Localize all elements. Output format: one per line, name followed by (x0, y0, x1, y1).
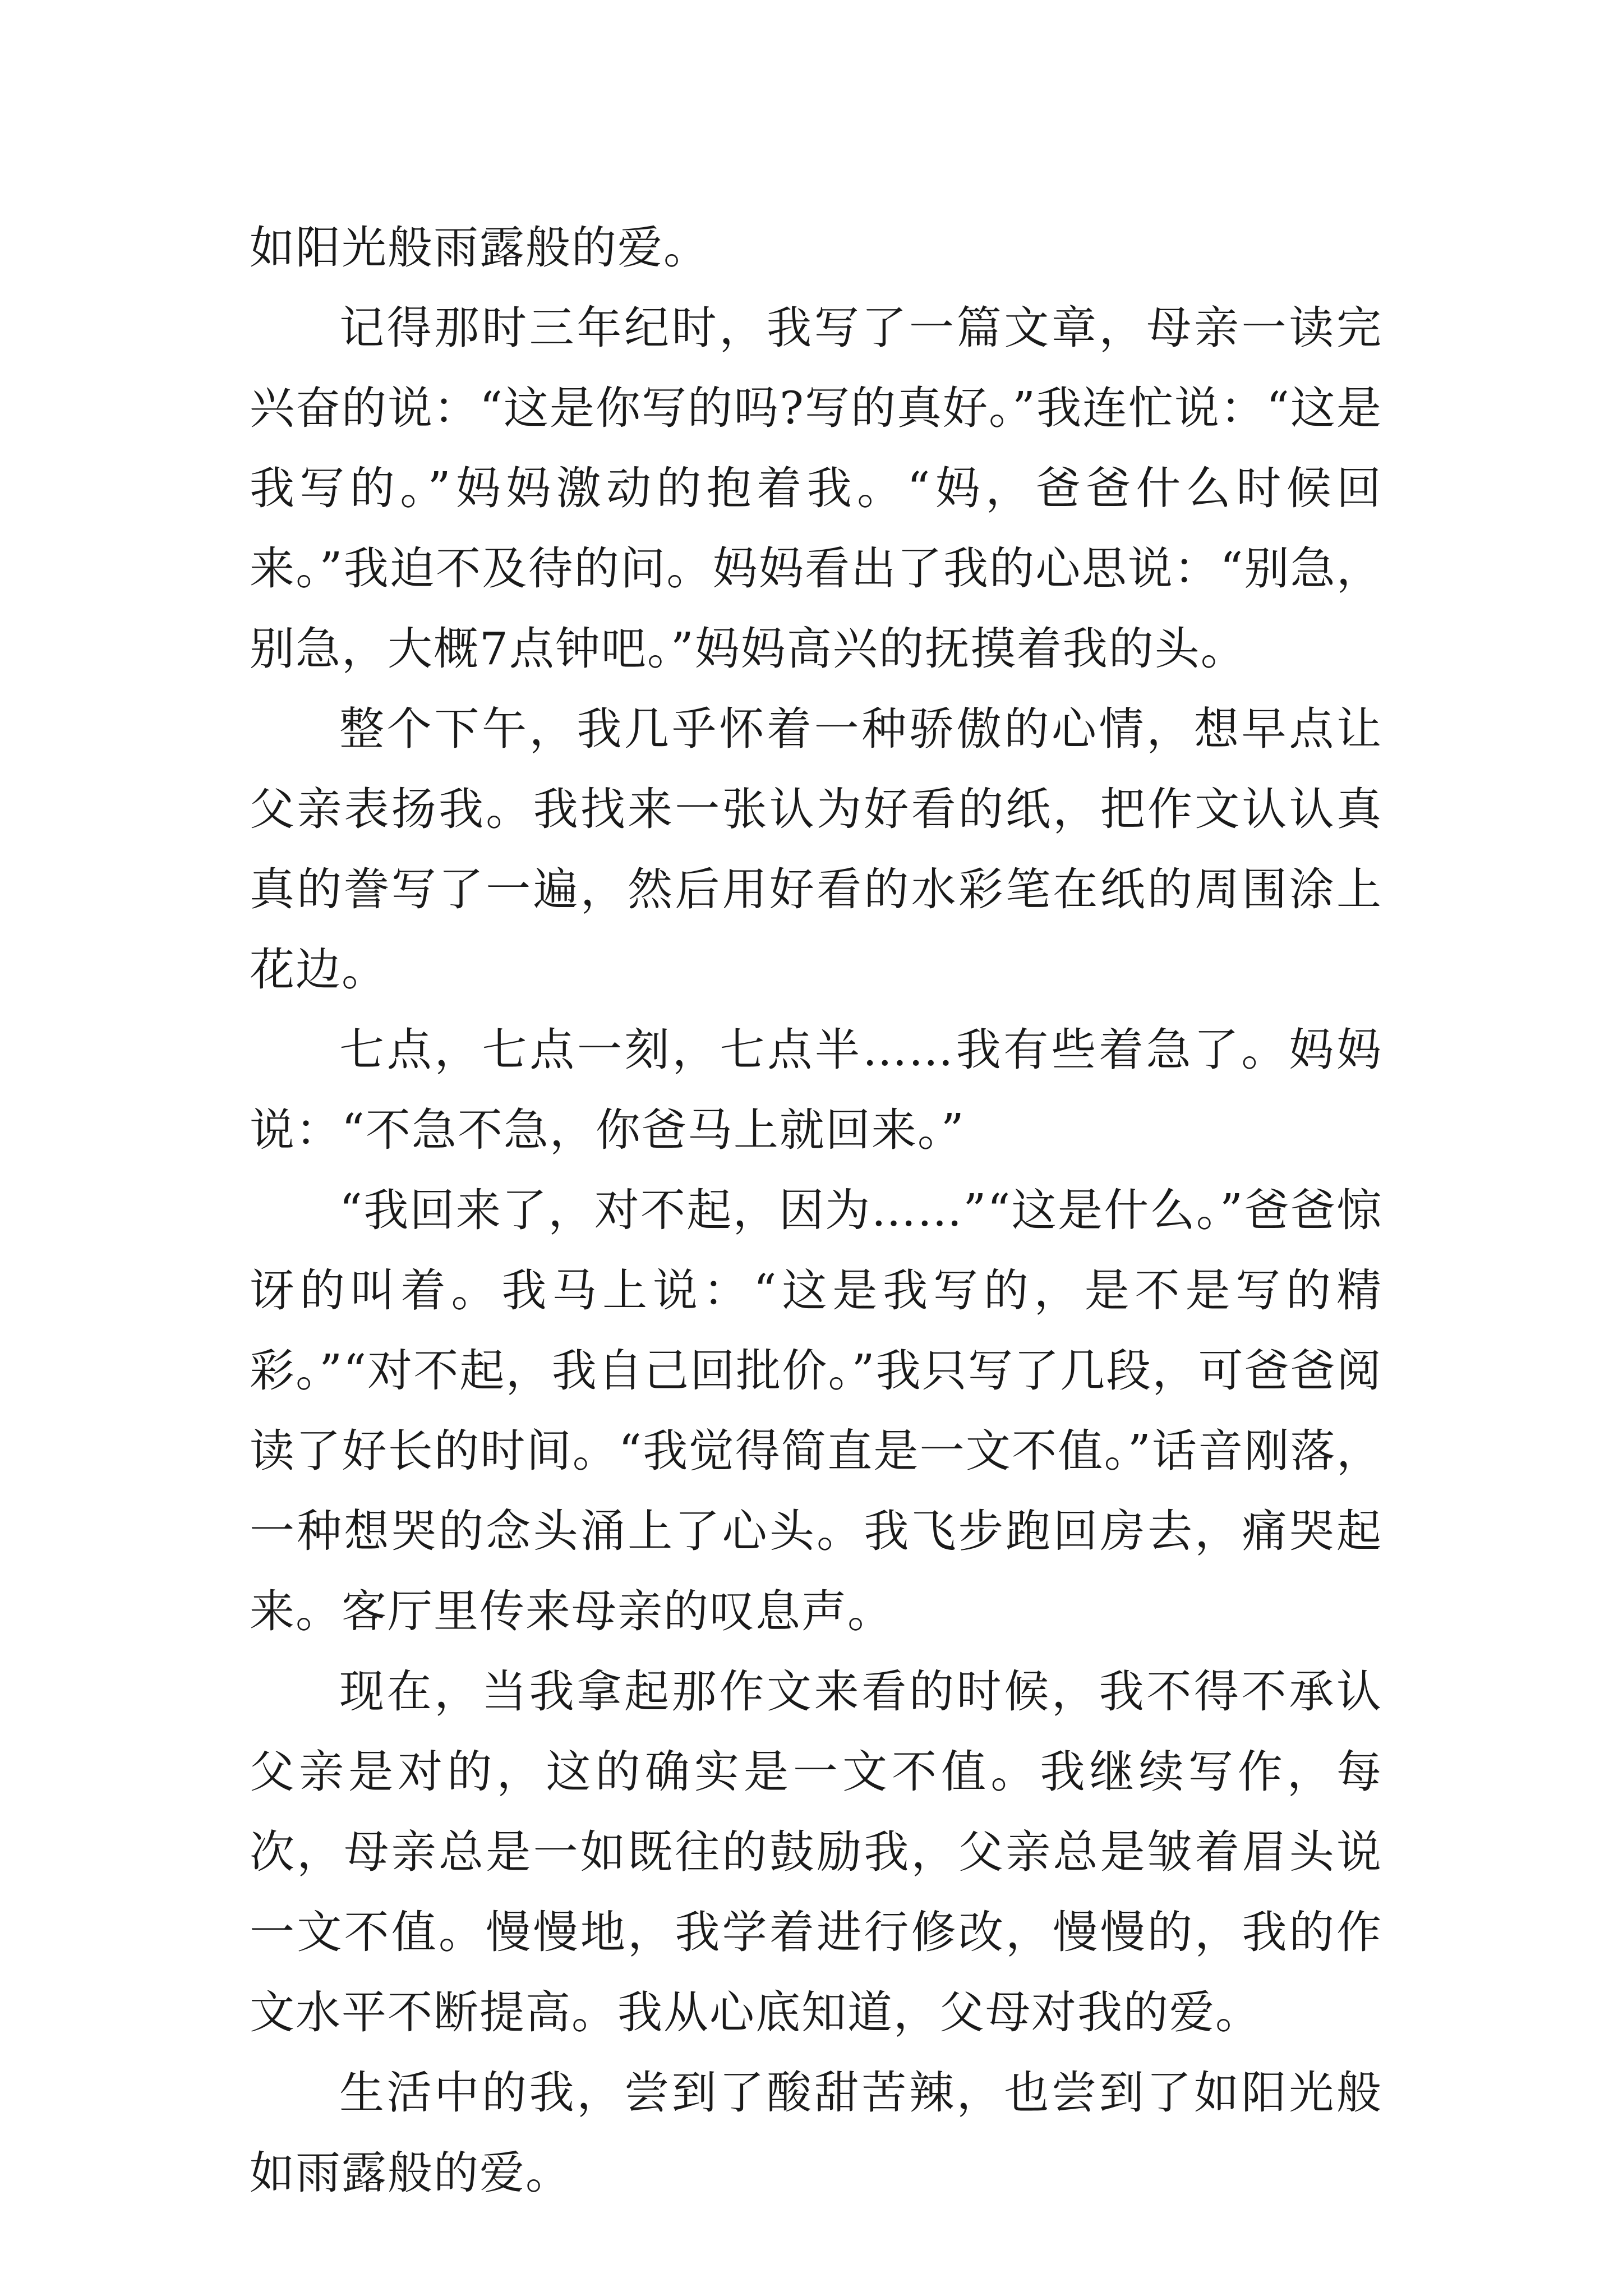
paragraph-7: 生活中的我，尝到了酸甜苦辣，也尝到了如阳光般如雨露般的爱。 (250, 2067, 1382, 2199)
paragraph-2: 记得那时三年纪时，我写了一篇文章，母亲一读完兴奋的说：“这是你写的吗?写的真好。”我连忙说：“这是我写的。”妈妈激动的抱着我。“妈，爸爸什么时候回来。”我迫不及待的问。妈妈看出了我的心思说：“别急，别急，大概7点钟吧。”妈妈高兴的抚摸着我的头。 (250, 302, 1382, 675)
paragraph-6: 现在，当我拿起那作文来看的时候，我不得不承认父亲是对的，这的确实是一文不值。我继续写作，每次，母亲总是一如既往的鼓励我，父亲总是皱着眉头说一文不值。慢慢地，我学着进行修改，慢慢的，我的作文水平不断提高。我从心底知道，父母对我的爱。 (250, 1665, 1382, 2039)
document-body (250, 208, 1382, 2213)
paragraph-1: 如阳光般雨露般的爱。 (250, 222, 709, 274)
paragraph-5: “我回来了，对不起，因为……”“这是什么。”爸爸惊讶的叫着。我马上说：“这是我写的，是不是写的精彩。”“对不起，我自己回批价。”我只写了几段，可爸爸阅读了好长的时间。“我觉得简直是一文不值。”话音刚落，一种想哭的念头涌上了心头。我飞步跑回房去，痛哭起来。客厅里传来母亲的叹息声。 (250, 1184, 1382, 1637)
paragraph-3: 整个下午，我几乎怀着一种骄傲的心情，想早点让父亲表扬我。我找来一张认为好看的纸，把作文认认真真的誊写了一遍，然后用好看的水彩笔在纸的周围涂上花边。 (250, 703, 1382, 996)
paragraph-4: 七点，七点一刻，七点半……我有些着急了。妈妈说：“不急不急，你爸马上就回来。” (250, 1024, 1382, 1156)
